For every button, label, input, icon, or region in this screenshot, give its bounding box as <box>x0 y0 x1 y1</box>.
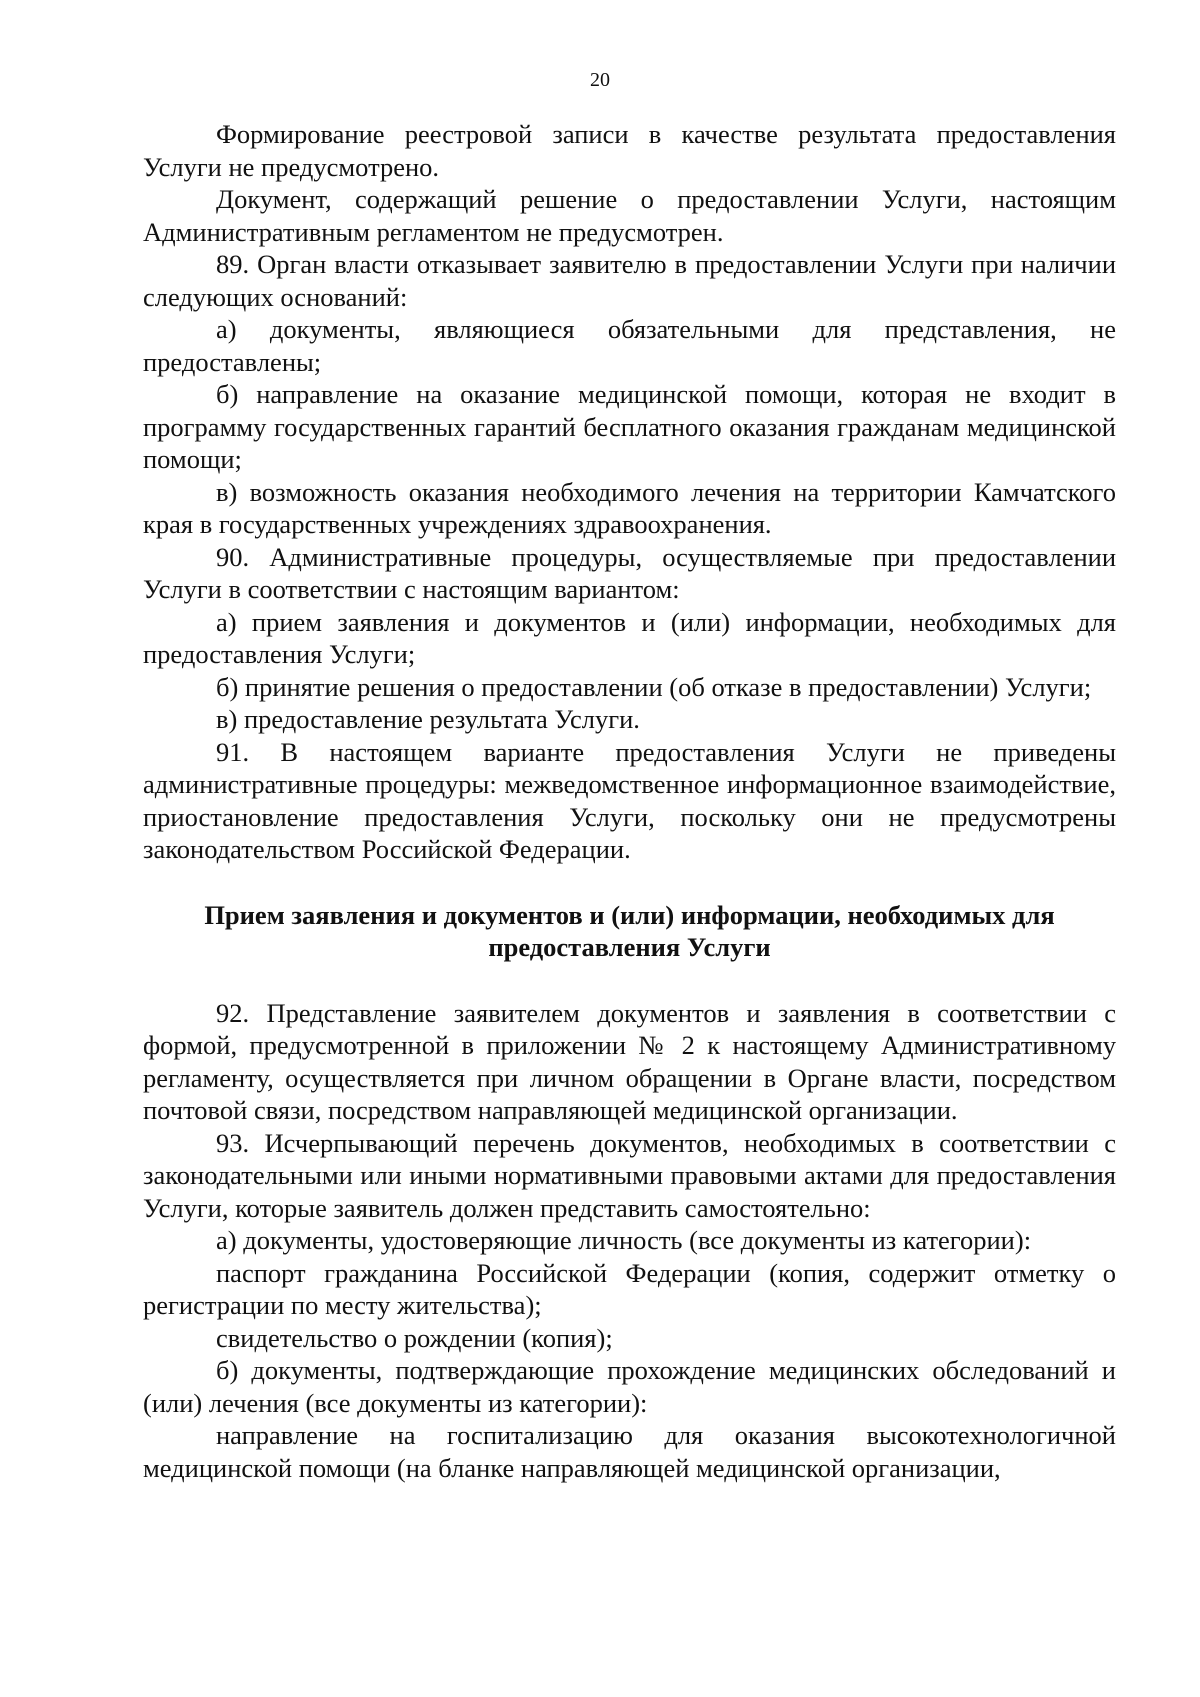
paragraph-registry-record: Формирование реестровой записи в качестве результата предоставления Услуги не предусмотрено. <box>143 119 1116 182</box>
paragraph-93-b: б) документы, подтверждающие прохождение медицинских обследований и (или) лечения (все документы из категории): <box>143 1355 1116 1418</box>
paragraph-91: 91. В настоящем варианте предоставления Услуги не приведены административные процедуры: межведомственное информационное взаимодействие, приостановление предоставления Услуги, поскольку они не предусмотрены законодательством Российской Федерации. <box>143 736 1116 864</box>
paragraph-89-v: в) возможность оказания необходимого лечения на территории Камчатского края в государственных учреждениях здравоохранения. <box>143 476 1116 539</box>
section-heading-line-2: предоставления Услуги <box>488 932 771 962</box>
paragraph-decision-document: Документ, содержащий решение о предоставлении Услуги, настоящим Административным регламентом не предусмотрен. <box>143 184 1116 247</box>
paragraph-birth-certificate: свидетельство о рождении (копия); <box>216 1322 613 1353</box>
paragraph-90-b: б) принятие решения о предоставлении (об отказе в предоставлении) Услуги; <box>216 671 1092 702</box>
paragraph-89-a: а) документы, являющиеся обязательными для представления, не предоставлены; <box>143 314 1116 377</box>
paragraph-93: 93. Исчерпывающий перечень документов, необходимых в соответствии с законодательными или иными нормативными правовыми актами для предоставления Услуги, которые заявитель должен представить самостоятельно: <box>143 1127 1116 1223</box>
section-spacer <box>143 866 1116 899</box>
paragraph-hospitalization-referral: направление на госпитализацию для оказания высокотехнологичной медицинской помощи (на бланке направляющей медицинской организации, <box>143 1420 1116 1483</box>
section-spacer <box>143 964 1116 997</box>
paragraph-89-b: б) направление на оказание медицинской помощи, которая не входит в программу государственных гарантий бесплатного оказания гражданам медицинской помощи; <box>143 379 1116 474</box>
paragraph-90: 90. Административные процедуры, осуществляемые при предоставлении Услуги в соответствии с настоящим вариантом: <box>143 541 1116 604</box>
paragraph-90-a: а) прием заявления и документов и (или) информации, необходимых для предоставления Услуги; <box>143 606 1116 669</box>
page-number: 20 <box>590 69 610 91</box>
section-heading <box>143 899 1116 964</box>
paragraph-92: 92. Представление заявителем документов и заявления в соответствии с формой, предусмотренной в приложении № 2 к настоящему Административному регламенту, осуществляется при личном обращении в Органе власти, посредством почтовой связи, посредством направляющей медицинской организации. <box>143 997 1116 1125</box>
section-heading-line-1: Прием заявления и документов и (или) информации, необходимых для <box>204 899 1055 930</box>
paragraph-passport: паспорт гражданина Российской Федерации (копия, содержит отметку о регистрации по месту жительства); <box>143 1257 1116 1320</box>
paragraph-90-v: в) предоставление результата Услуги. <box>216 704 640 734</box>
paragraph-89: 89. Орган власти отказывает заявителю в предоставлении Услуги при наличии следующих оснований: <box>143 249 1116 312</box>
document-body <box>143 118 1116 1484</box>
paragraph-93-a: а) документы, удостоверяющие личность (все документы из категории): <box>216 1225 1032 1255</box>
